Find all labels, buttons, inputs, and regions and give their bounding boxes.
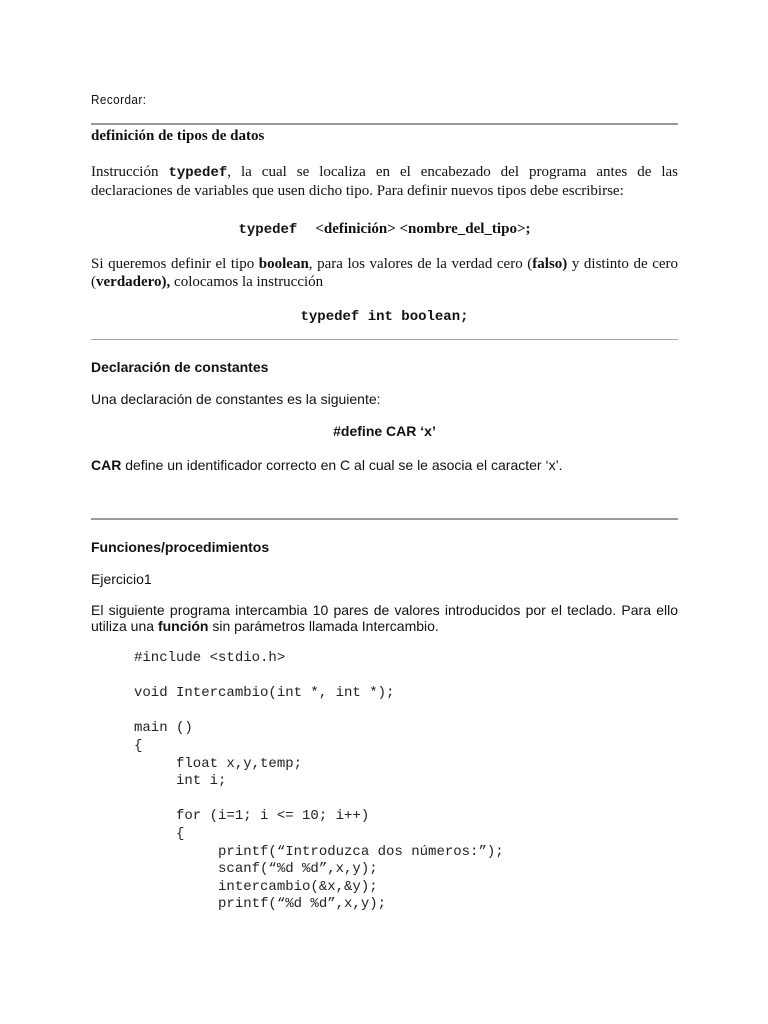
- syntax-keyword: typedef: [238, 222, 298, 238]
- divider-2: [91, 518, 678, 520]
- code-line: int i;: [134, 773, 227, 790]
- term-falso: falso): [532, 256, 568, 272]
- section-title-tipos: definición de tipos de datos: [91, 128, 265, 144]
- divider-top: [91, 123, 678, 125]
- paragraph-typedef-line2: declaraciones de variables que usen dicho tipo. Para definir nuevos tipos debe escribirse:: [91, 183, 624, 199]
- code-line: for (i=1; i <= 10; i++): [134, 808, 370, 825]
- section-title-constantes: Declaración de constantes: [91, 359, 269, 375]
- document-page: [91, 0, 678, 1024]
- keyword-typedef: typedef: [168, 165, 228, 181]
- code-line: {: [134, 738, 143, 754]
- paragraph-boolean-line1: [91, 256, 678, 273]
- code-line: printf(“%d %d”,x,y);: [134, 896, 387, 913]
- text-segment: (: [91, 274, 96, 290]
- exercise-label: Ejercicio1: [91, 571, 152, 587]
- text-segment: sin parámetros llamada Intercambio.: [208, 618, 439, 634]
- text-segment: colocamos la instrucción: [170, 274, 324, 290]
- code-line: printf(“Introduzca dos números:”);: [134, 843, 504, 860]
- paragraph-boolean-line2: [91, 274, 323, 291]
- text-segment: , para los valores de la verdad cero (: [308, 256, 533, 272]
- code-line: float x,y,temp;: [134, 755, 303, 772]
- code-line: intercambio(&x,&y);: [134, 878, 378, 895]
- term-car: CAR: [91, 457, 122, 473]
- text-segment: Si queremos definir el tipo: [91, 256, 259, 272]
- text-segment: define un identificador correcto en C al cual se le asocia el caracter ‘x’.: [121, 457, 563, 473]
- term-funcion: función: [157, 618, 209, 634]
- define-example: #define CAR ‘x’: [333, 423, 436, 439]
- paragraph-typedef-line1: [91, 164, 678, 181]
- car-description: [91, 457, 563, 473]
- section-title-funciones: Funciones/procedimientos: [91, 539, 270, 555]
- text-segment: y distinto de cero: [567, 256, 679, 272]
- code-line: scanf(“%d %d”,x,y);: [134, 861, 378, 878]
- exercise-desc-line2: [91, 618, 439, 634]
- recordar-label: Recordar:: [91, 92, 147, 107]
- code-line: #include <stdio.h>: [134, 650, 286, 666]
- typedef-example: typedef int boolean;: [300, 309, 469, 325]
- code-line: void Intercambio(int *, int *);: [134, 685, 395, 702]
- term-verdadero: verdadero),: [96, 274, 171, 290]
- code-line: {: [134, 826, 185, 842]
- term-boolean: boolean: [258, 256, 309, 272]
- text-segment: , la cual se localiza en el encabezado del programa antes de las: [227, 164, 678, 180]
- syntax-placeholder: <definición> <nombre_del_tipo>;: [315, 221, 531, 237]
- text-segment: utiliza una: [91, 618, 158, 634]
- typedef-syntax: [91, 220, 678, 238]
- constantes-intro: Una declaración de constantes es la siguiente:: [91, 391, 381, 407]
- exercise-desc-line1: El siguiente programa intercambia 10 pares de valores introducidos por el teclado. Para ello: [91, 602, 678, 618]
- divider-1: [91, 339, 678, 340]
- code-line: main (): [134, 720, 193, 737]
- text-segment: Instrucción: [91, 164, 169, 180]
